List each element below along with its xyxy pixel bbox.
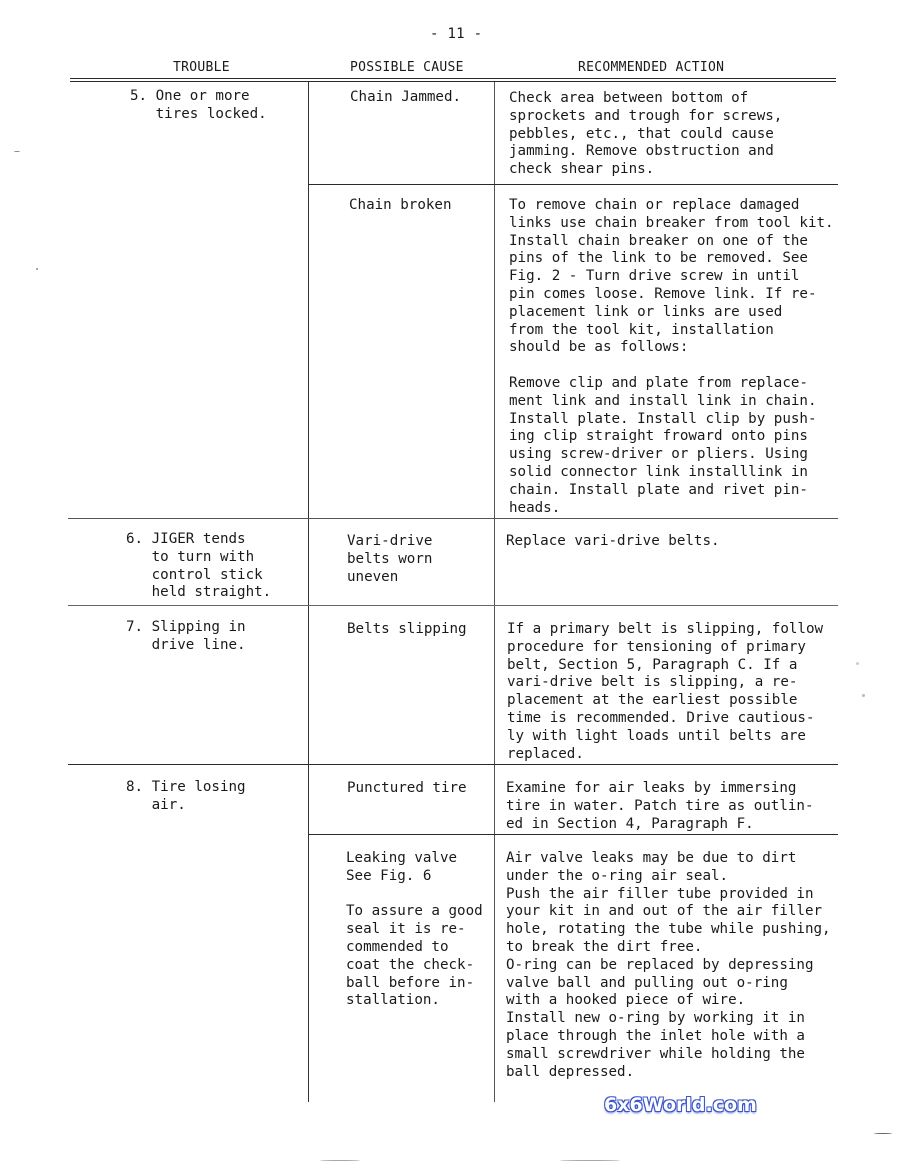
trouble-7: 7. Slipping in drive line.: [126, 619, 246, 653]
header-possible-cause: POSSIBLE CAUSE: [350, 60, 464, 75]
row-separator-6: [68, 605, 838, 606]
scan-speck: [874, 1133, 892, 1134]
trouble-5: 5. One or more tires locked.: [130, 88, 267, 122]
column-divider-right: [494, 82, 495, 1102]
action-leaking-valve: Air valve leaks may be due to dirt under the o-ring air seal. Push the air filler tube provided in your kit in and out of the air filler hole, rotating the tube while pushing, to break the dirt free. O-ring can be replaced by depressing valve ball and pulling out o-ring with a hooked piece of wire. Install new o-ring by working it in place through the inlet hole with a small screwdriver while holding the ball depressed.: [506, 850, 831, 1080]
row-separator-5a: [308, 184, 838, 185]
header-rule-bottom: [70, 81, 836, 82]
action-chain-jammed: Check area between bottom of sprockets and trough for screws, pebbles, etc., that could cause jamming. Remove obstruction and check shear pins.: [509, 90, 783, 178]
scan-speck: [856, 662, 859, 665]
column-divider-left: [308, 82, 309, 1102]
trouble-8: 8. Tire losing air.: [126, 779, 246, 813]
cause-punctured-tire: Punctured tire: [347, 780, 467, 796]
action-replace-belts: Replace vari-drive belts.: [506, 533, 720, 549]
row-separator-5: [68, 518, 838, 519]
header-rule-top: [70, 78, 836, 79]
cause-leaking-valve: Leaking valve See Fig. 6 To assure a good seal it is re- commended to coat the check- ball before in- stallation.: [346, 850, 483, 1009]
scan-speck: [36, 268, 38, 270]
row-separator-7: [68, 764, 838, 765]
trouble-6: 6. JIGER tends to turn with control stick held straight.: [126, 531, 272, 601]
row-separator-8a: [308, 834, 838, 835]
scan-speck: [862, 694, 865, 697]
scan-speck: [560, 1160, 620, 1161]
action-chain-broken: To remove chain or replace damaged links use chain breaker from tool kit. Install chain breaker on one of the pins of the link to be removed. See Fig. 2 - Turn drive screw in until pin comes loose. Remove link. If re- placement link or links are used from the tool kit, installation should be as follows: Remove clip and plate from replace- ment link and install link in chain. Install plate. Install clip by push- ing clip straight froward onto pins using screw-driver or pliers. Using solid connector link installlink in chain. Install plate and rivet pin- heads.: [509, 197, 834, 516]
action-belts-slipping: If a primary belt is slipping, follow procedure for tensioning of primary belt, Section 5, Paragraph C. If a vari-drive belt is slipping, a re- placement at the earliest possible time is recommended. Drive cautious- ly with light loads until belts are replaced.: [507, 621, 824, 762]
header-recommended-action: RECOMMENDED ACTION: [578, 60, 725, 75]
scan-speck: [320, 1160, 360, 1161]
watermark-logo: 6x6World.com: [604, 1094, 757, 1116]
action-punctured-tire: Examine for air leaks by immersing tire in water. Patch tire as outlin- ed in Section 4, Paragraph F.: [506, 780, 814, 832]
scan-speck: [14, 151, 20, 152]
page-number: - 11 -: [430, 26, 483, 42]
cause-belts-slipping: Belts slipping: [347, 621, 467, 637]
cause-chain-broken: Chain broken: [349, 197, 452, 213]
cause-vari-drive-belts: Vari-drive belts worn uneven: [347, 533, 433, 585]
cause-chain-jammed: Chain Jammed.: [350, 89, 462, 105]
header-trouble: TROUBLE: [173, 60, 230, 75]
